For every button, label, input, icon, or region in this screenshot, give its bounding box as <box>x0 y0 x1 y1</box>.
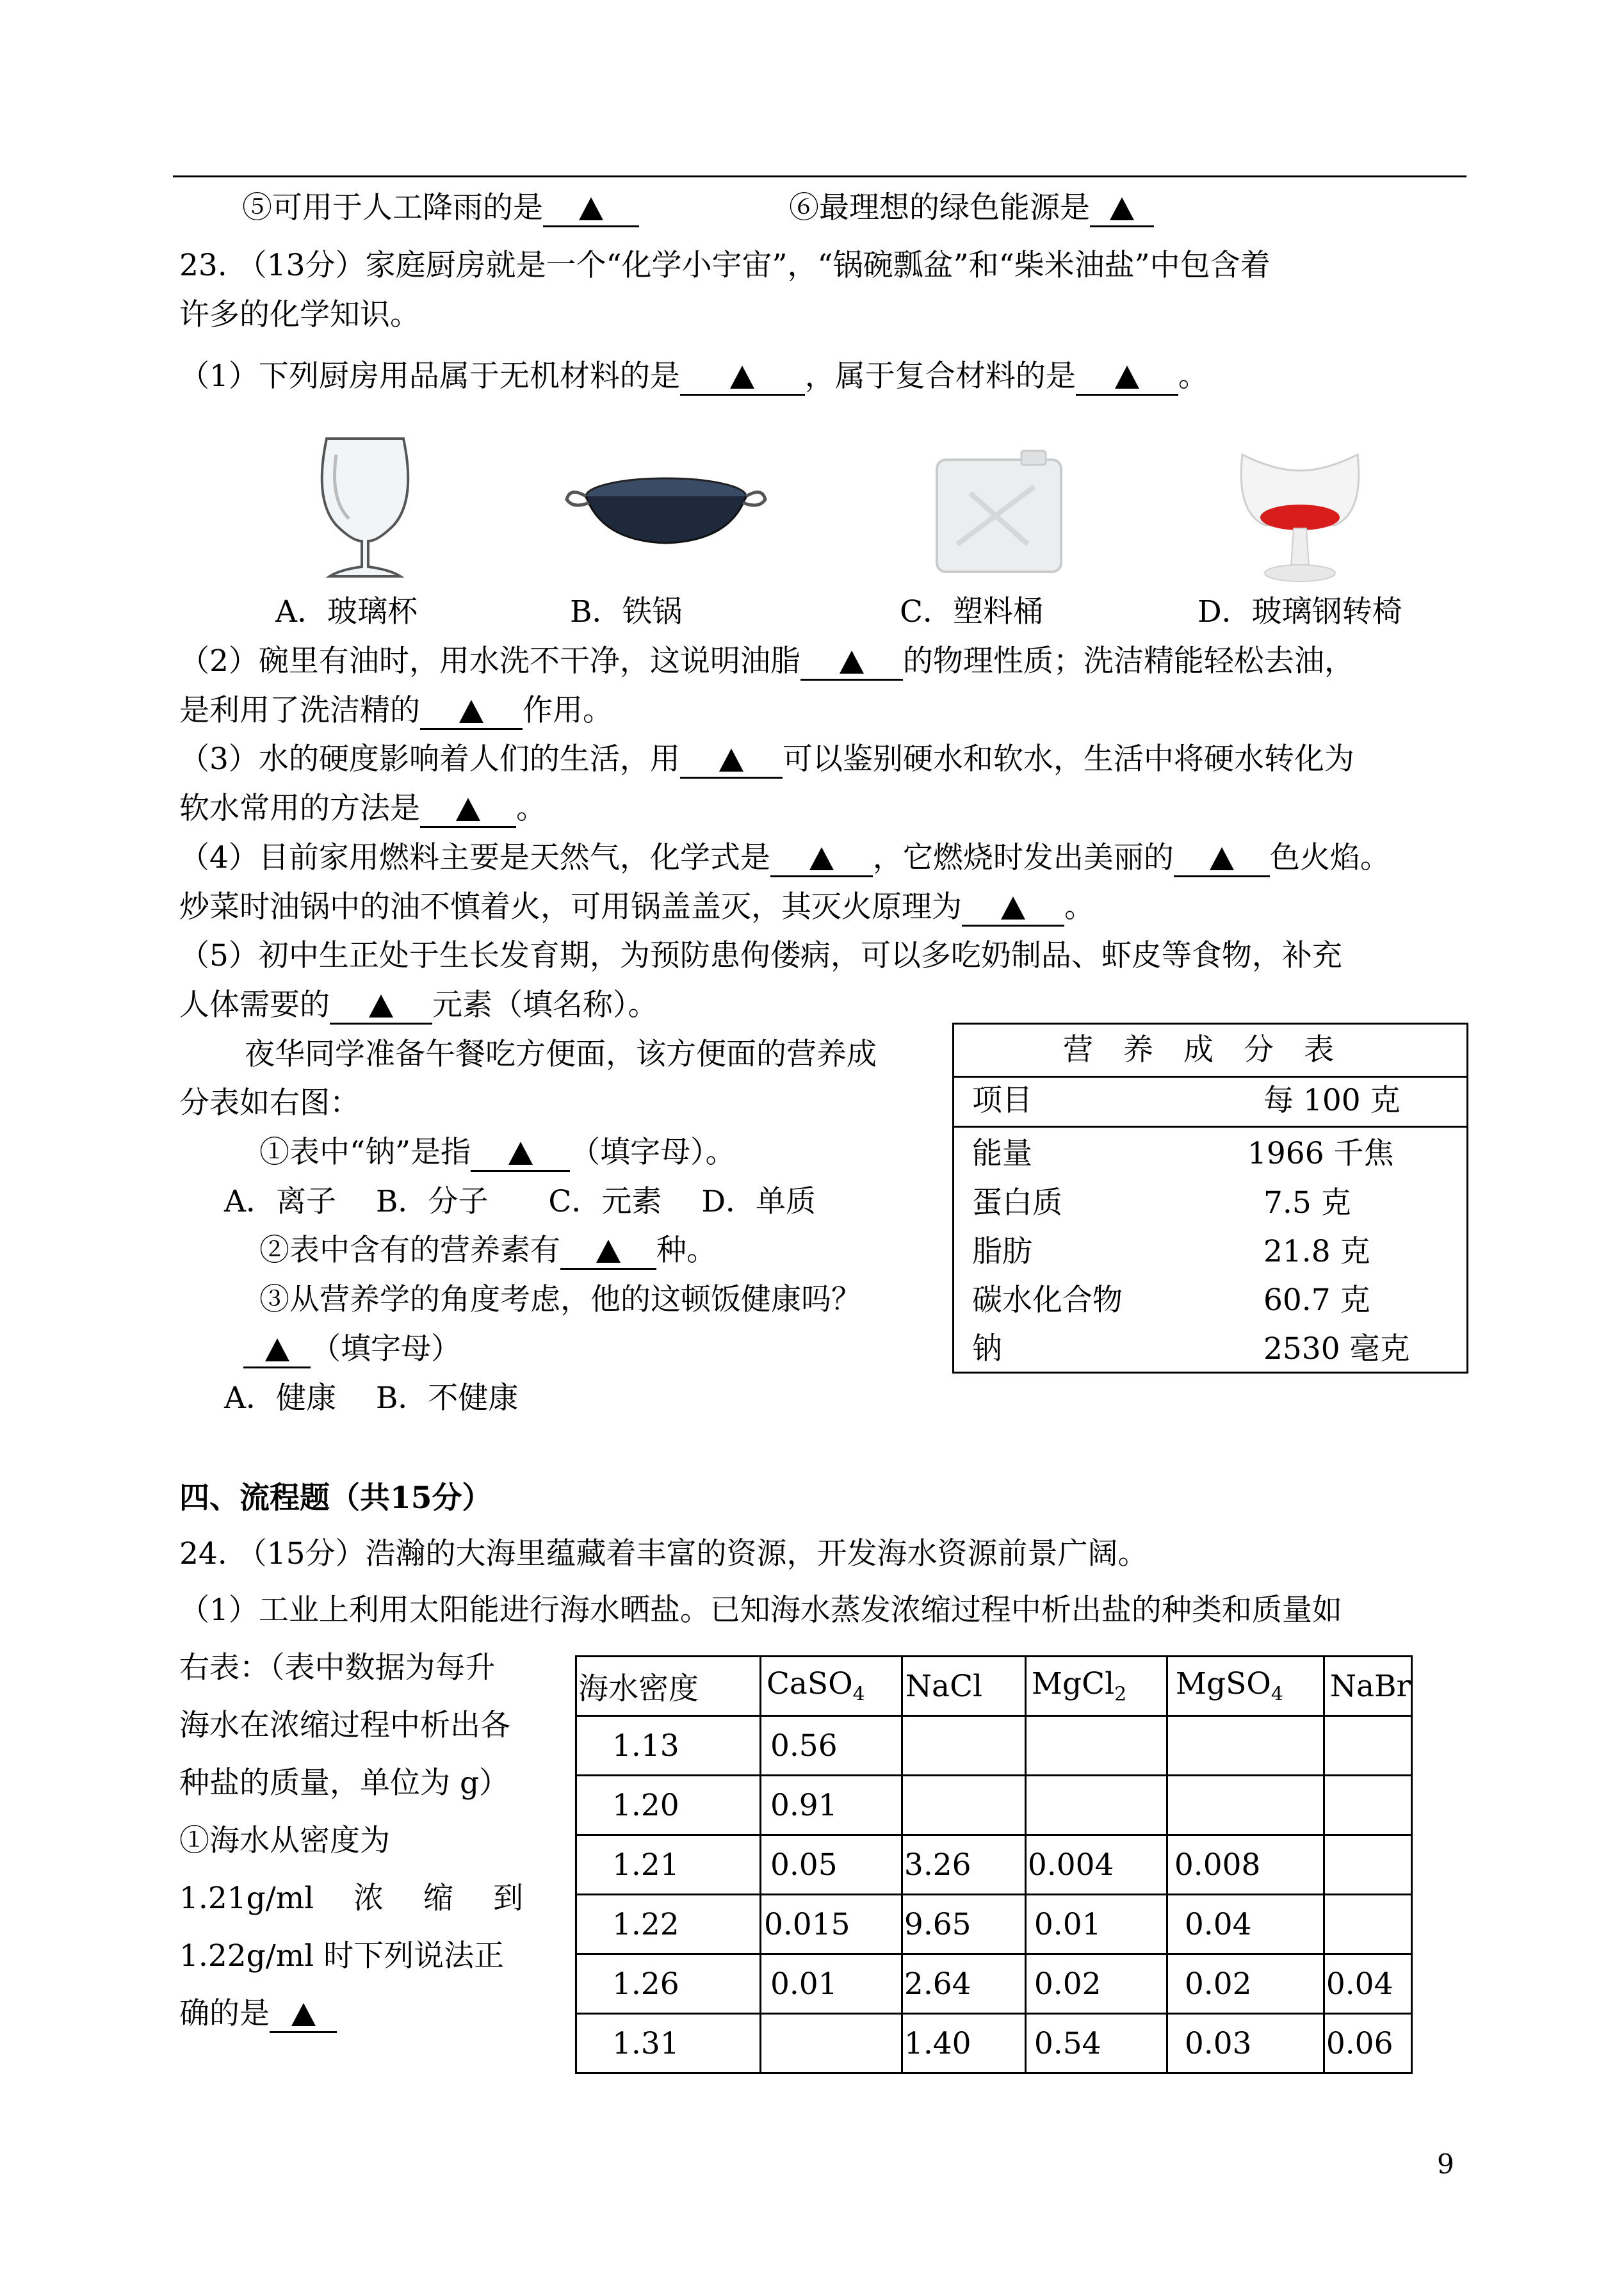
density-cell: 1.26 <box>576 1954 761 2014</box>
answer-blank <box>560 1236 656 1270</box>
wine-glass-image <box>301 429 429 583</box>
answer-blank <box>543 193 639 227</box>
option-d: D．玻璃钢转椅 <box>1198 594 1402 629</box>
q23-intro-1: 23. （13分）家庭厨房就是一个“化学小宇宙”，“锅碗瓢盆”和“柴米油盐”中包含着 <box>179 248 1271 283</box>
nutrient-value: 21.8 克 <box>1263 1234 1370 1269</box>
q24-left-line-last: 确的是 <box>179 1995 337 2033</box>
item5-line <box>242 189 639 227</box>
tulip-chair-image <box>1230 442 1370 586</box>
triangle-icon <box>1001 896 1025 920</box>
answer-blank <box>243 1334 311 1368</box>
item6-text: ⑥最理想的绿色能源是 <box>789 190 1090 225</box>
q23-part2-cont: 是利用了洗洁精的 作用。 <box>179 692 613 730</box>
value-cell <box>1324 1716 1411 1776</box>
subq3-options: A．健康 B．不健康 <box>224 1381 519 1416</box>
nutrient-name: 能量 <box>972 1136 1032 1171</box>
nutrition-table-header <box>954 1025 1466 1078</box>
value-cell: 0.02 <box>1167 1954 1324 2014</box>
nutrient-name: 碳水化合物 <box>972 1283 1123 1318</box>
answer-blank <box>1090 193 1154 227</box>
option-a: A．玻璃杯 <box>275 594 418 629</box>
plastic-bucket-image <box>932 448 1066 576</box>
value-cell: 0.05 <box>760 1835 902 1895</box>
value-cell: 0.06 <box>1324 2014 1411 2073</box>
answer-blank <box>680 362 805 396</box>
nutrient-value: 1966 千焦 <box>1247 1136 1394 1171</box>
q23-part5-cont: 人体需要的 元素（填名称）。 <box>179 986 658 1025</box>
q24-part1: （1）工业上利用太阳能进行海水晒盐。已知海水蒸发浓缩过程中析出盐的种类和质量如 <box>179 1593 1342 1628</box>
col-item: 项目 <box>972 1083 1032 1118</box>
density-cell: 1.31 <box>576 2014 761 2073</box>
value-cell: 9.65 <box>902 1895 1025 1954</box>
triangle-icon <box>596 1240 621 1263</box>
table-row <box>576 1776 1412 1835</box>
nutrient-value: 60.7 克 <box>1263 1283 1370 1318</box>
density-cell: 1.22 <box>576 1895 761 1954</box>
value-cell <box>1324 1776 1411 1835</box>
q24-left-line: 种盐的质量，单位为 g） <box>179 1765 510 1801</box>
value-cell: 0.008 <box>1167 1835 1324 1895</box>
q23-part5: （5）初中生正处于生长发育期，为预防患佝偻病，可以多吃奶制品、虾皮等食物，补充 <box>179 938 1342 973</box>
value-cell <box>1324 1835 1411 1895</box>
q23-part3-cont: 软水常用的方法是 。 <box>179 790 546 828</box>
value-cell <box>760 2014 902 2073</box>
table-row <box>576 1835 1412 1895</box>
nutrient-name: 钠 <box>972 1331 1002 1366</box>
value-cell: 3.26 <box>902 1835 1025 1895</box>
value-cell <box>902 1776 1025 1835</box>
option-c: C．塑料桶 <box>900 594 1043 629</box>
value-cell: 0.91 <box>760 1776 902 1835</box>
subq1-options: A．离子 B．分子 C．元素 D．单质 <box>224 1184 816 1219</box>
triangle-icon <box>508 1142 533 1165</box>
answer-blank <box>1076 362 1178 396</box>
page-number: 9 <box>1437 2148 1454 2180</box>
value-cell <box>1025 1716 1167 1776</box>
triangle-icon <box>291 2003 316 2026</box>
subq3-fill: （填字母） <box>243 1330 461 1368</box>
q23-part3: （3）水的硬度影响着人们的生活，用 可以鉴别硬水和软水，生活中将硬水转化为 <box>179 740 1354 779</box>
value-cell: 0.004 <box>1025 1835 1167 1895</box>
nutrition-table-colheads <box>954 1076 1466 1128</box>
nutrient-name: 脂肪 <box>972 1234 1032 1269</box>
q23-part4-cont: 炒菜时油锅中的油不慎着火，可用锅盖盖灭，其灭火原理为 。 <box>179 888 1094 927</box>
q23-part4: （4）目前家用燃料主要是天然气，化学式是 ，它燃烧时发出美丽的 色火焰。 <box>179 839 1390 877</box>
item6-line <box>789 189 1154 227</box>
q24-left-line: ①海水从密度为 <box>179 1823 390 1858</box>
header-cell: MgCl$_2$ <box>1025 1657 1167 1716</box>
nutrient-value: 2530 毫克 <box>1263 1331 1410 1366</box>
table-row <box>576 1716 1412 1776</box>
table-row <box>576 2014 1412 2073</box>
triangle-icon <box>456 798 480 821</box>
nutrient-value: 7.5 克 <box>1263 1185 1351 1220</box>
q24-left-line: 1.21g/ml 浓 缩 到 <box>179 1881 523 1916</box>
triangle-icon <box>840 651 864 674</box>
value-cell: 2.64 <box>902 1954 1025 2014</box>
value-cell: 1.40 <box>902 2014 1025 2073</box>
value-cell <box>1167 1776 1324 1835</box>
value-cell: 0.01 <box>1025 1895 1167 1954</box>
answer-blank <box>770 843 873 877</box>
value-cell <box>902 1716 1025 1776</box>
salt-table <box>575 1655 1413 2074</box>
value-cell: 0.54 <box>1025 2014 1167 2073</box>
q23-intro-2: 许多的化学知识。 <box>179 297 420 332</box>
value-cell: 0.01 <box>760 1954 902 2014</box>
triangle-icon <box>1110 197 1134 220</box>
header-cell: NaBr <box>1324 1657 1411 1716</box>
section4-heading: 四、流程题（共15分） <box>179 1480 492 1516</box>
table-row <box>576 1954 1412 2014</box>
header-cell: MgSO$_4$ <box>1167 1657 1324 1716</box>
value-cell <box>1025 1776 1167 1835</box>
item5-text: ⑤可用于人工降雨的是 <box>242 190 543 225</box>
subq2: ②表中含有的营养素有 种。 <box>259 1231 717 1270</box>
triangle-icon <box>719 749 743 772</box>
density-cell: 1.21 <box>576 1835 761 1895</box>
value-cell: 0.015 <box>760 1895 902 1954</box>
density-cell: 1.13 <box>576 1716 761 1776</box>
triangle-icon <box>809 847 834 870</box>
header-cell: 海水密度 <box>576 1657 761 1716</box>
value-cell <box>1167 1716 1324 1776</box>
answer-blank <box>420 696 523 730</box>
answer-blank <box>1174 843 1270 877</box>
value-cell: 0.04 <box>1324 1954 1411 2014</box>
answer-blank <box>330 991 432 1025</box>
triangle-icon <box>459 700 483 723</box>
nutrition-table <box>952 1023 1468 1374</box>
triangle-icon <box>730 366 754 389</box>
iron-wok-image <box>564 461 768 551</box>
q24-intro: 24. （15分）浩瀚的大海里蕴藏着丰富的资源，开发海水资源前景广阔。 <box>179 1536 1148 1571</box>
value-cell <box>1324 1895 1411 1954</box>
q23-part2: （2）碗里有油时，用水洗不干净，这说明油脂 的物理性质；洗洁精能轻松去油， <box>179 642 1354 681</box>
option-b: B．铁锅 <box>570 594 683 629</box>
answer-blank <box>800 647 903 681</box>
subq3: ③从营养学的角度考虑，他的这顿饭健康吗？ <box>259 1282 861 1317</box>
triangle-icon <box>1115 366 1139 389</box>
subq1: ①表中“钠”是指 （填字母）。 <box>259 1133 736 1172</box>
q24-left-line: 右表：（表中数据为每升 <box>179 1650 496 1685</box>
answer-blank <box>962 893 1064 927</box>
nutrient-name: 蛋白质 <box>972 1185 1062 1220</box>
triangle-icon <box>1210 847 1234 870</box>
q23-part1: （1）下列厨房用品属于无机材料的是 ，属于复合材料的是 。 <box>179 357 1208 396</box>
value-cell: 0.56 <box>760 1716 902 1776</box>
header-cell: NaCl <box>902 1657 1025 1716</box>
density-cell: 1.20 <box>576 1776 761 1835</box>
q24-left-line: 1.22g/ml 时下列说法正 <box>179 1938 505 1974</box>
answer-blank <box>420 794 516 828</box>
answer-blank <box>270 1999 337 2033</box>
header-cell: CaSO$_4$ <box>760 1657 902 1716</box>
value-cell: 0.04 <box>1167 1895 1324 1954</box>
nutrition-table-title: 营 养 成 分 表 <box>1063 1032 1334 1067</box>
triangle-icon <box>265 1338 289 1361</box>
salt-table-header <box>576 1657 1412 1716</box>
q24-left-line: 海水在浓缩过程中析出各 <box>179 1708 510 1743</box>
nutrition-intro-cont: 分表如右图： <box>179 1085 360 1121</box>
table-row <box>576 1895 1412 1954</box>
triangle-icon <box>369 994 393 1018</box>
triangle-icon <box>579 197 603 220</box>
value-cell: 0.02 <box>1025 1954 1167 2014</box>
value-cell: 0.03 <box>1167 2014 1324 2073</box>
answer-blank <box>471 1138 570 1172</box>
col-value: 每 100 克 <box>1263 1083 1401 1118</box>
header-rule <box>173 175 1466 177</box>
answer-blank <box>680 745 783 779</box>
nutrition-intro: 夜华同学准备午餐吃方便面，该方便面的营养成 <box>245 1037 877 1072</box>
